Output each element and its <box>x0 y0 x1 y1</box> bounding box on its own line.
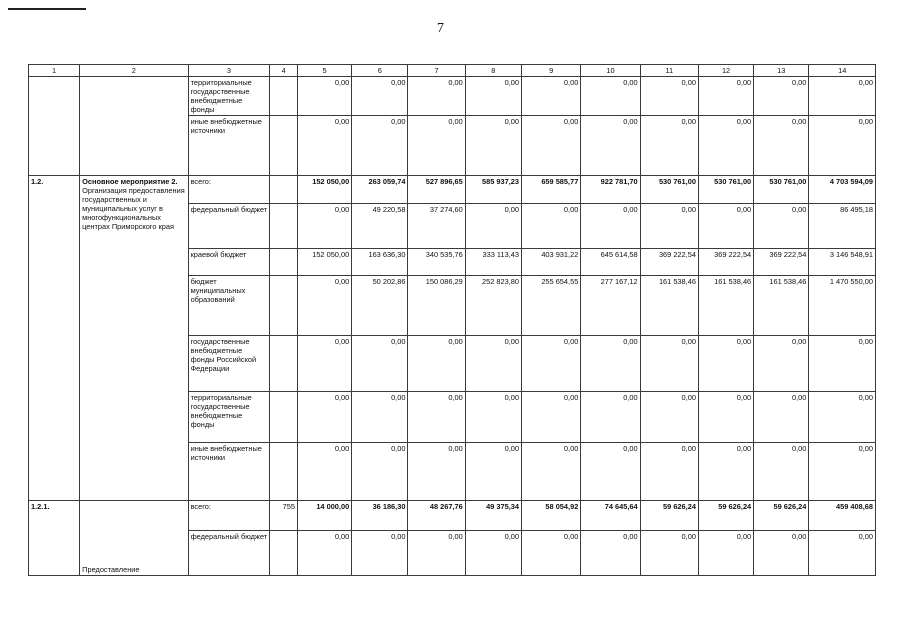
amount-cell: 59 626,24 <box>754 501 809 531</box>
amount-cell: 0,00 <box>408 336 465 392</box>
amount-cell: 0,00 <box>408 443 465 501</box>
item-name-text: Организация предоставления государственных и муниципальных услуг в многофункциональных центрах Приморского края <box>82 186 185 231</box>
column-4-value <box>270 204 298 249</box>
amount-cell: 277 167,12 <box>581 276 640 336</box>
item-number: 1.2.1. <box>29 501 80 576</box>
amount-cell: 0,00 <box>298 531 352 576</box>
amount-cell: 0,00 <box>521 77 580 116</box>
amount-cell: 0,00 <box>809 531 876 576</box>
amount-cell: 0,00 <box>408 77 465 116</box>
amount-cell: 3 146 548,91 <box>809 249 876 276</box>
amount-cell: 0,00 <box>581 531 640 576</box>
item-name-bold: Основное мероприятие 2. <box>82 177 178 186</box>
amount-cell: 37 274,60 <box>408 204 465 249</box>
funding-source: краевой бюджет <box>188 249 270 276</box>
column-number: 5 <box>298 65 352 77</box>
amount-cell: 0,00 <box>465 77 521 116</box>
amount-cell: 150 086,29 <box>408 276 465 336</box>
amount-cell: 0,00 <box>298 336 352 392</box>
amount-cell: 152 050,00 <box>298 249 352 276</box>
amount-cell: 0,00 <box>640 392 698 443</box>
amount-cell: 0,00 <box>465 443 521 501</box>
amount-cell: 161 538,46 <box>698 276 753 336</box>
amount-cell: 4 703 594,09 <box>809 176 876 204</box>
amount-cell: 333 113,43 <box>465 249 521 276</box>
amount-cell: 0,00 <box>298 276 352 336</box>
amount-cell: 59 626,24 <box>640 501 698 531</box>
column-number: 10 <box>581 65 640 77</box>
amount-cell: 0,00 <box>581 77 640 116</box>
amount-cell: 0,00 <box>754 392 809 443</box>
amount-cell: 0,00 <box>640 336 698 392</box>
amount-cell: 0,00 <box>352 443 408 501</box>
amount-cell: 0,00 <box>521 204 580 249</box>
header-row <box>29 65 876 77</box>
amount-cell: 0,00 <box>465 336 521 392</box>
item-name <box>80 176 188 501</box>
amount-cell: 459 408,68 <box>809 501 876 531</box>
amount-cell: 49 220,58 <box>352 204 408 249</box>
column-number: 7 <box>408 65 465 77</box>
column-number: 8 <box>465 65 521 77</box>
amount-cell: 14 000,00 <box>298 501 352 531</box>
column-number: 3 <box>188 65 270 77</box>
funding-source: всего: <box>188 176 270 204</box>
amount-cell: 0,00 <box>698 443 753 501</box>
column-4-value <box>270 77 298 116</box>
column-4-value <box>270 176 298 204</box>
amount-cell: 252 823,80 <box>465 276 521 336</box>
amount-cell: 340 535,76 <box>408 249 465 276</box>
amount-cell: 0,00 <box>408 392 465 443</box>
funding-source: территориальные государственные внебюджетные фонды <box>188 77 270 116</box>
amount-cell: 0,00 <box>352 116 408 176</box>
column-number: 9 <box>521 65 580 77</box>
amount-cell: 0,00 <box>640 443 698 501</box>
column-number: 4 <box>270 65 298 77</box>
amount-cell: 59 626,24 <box>698 501 753 531</box>
amount-cell: 1 470 550,00 <box>809 276 876 336</box>
amount-cell: 255 654,55 <box>521 276 580 336</box>
amount-cell: 369 222,54 <box>698 249 753 276</box>
amount-cell: 0,00 <box>809 116 876 176</box>
amount-cell: 0,00 <box>754 116 809 176</box>
amount-cell: 0,00 <box>640 77 698 116</box>
amount-cell: 0,00 <box>698 116 753 176</box>
amount-cell: 0,00 <box>298 77 352 116</box>
amount-cell: 0,00 <box>581 204 640 249</box>
amount-cell: 0,00 <box>521 531 580 576</box>
amount-cell: 0,00 <box>809 77 876 116</box>
funding-source: иные внебюджетные источники <box>188 443 270 501</box>
amount-cell: 369 222,54 <box>754 249 809 276</box>
column-number: 6 <box>352 65 408 77</box>
column-number: 12 <box>698 65 753 77</box>
amount-cell: 369 222,54 <box>640 249 698 276</box>
amount-cell: 36 186,30 <box>352 501 408 531</box>
column-number: 2 <box>80 65 188 77</box>
item-name-text: Предоставление <box>82 565 140 574</box>
amount-cell: 0,00 <box>298 204 352 249</box>
column-number: 13 <box>754 65 809 77</box>
amount-cell: 0,00 <box>465 116 521 176</box>
column-number: 1 <box>29 65 80 77</box>
amount-cell: 0,00 <box>754 77 809 116</box>
budget-table <box>28 64 876 576</box>
amount-cell: 161 538,46 <box>640 276 698 336</box>
amount-cell: 645 614,58 <box>581 249 640 276</box>
amount-cell: 0,00 <box>521 392 580 443</box>
amount-cell: 0,00 <box>352 392 408 443</box>
amount-cell: 0,00 <box>640 204 698 249</box>
amount-cell: 0,00 <box>465 204 521 249</box>
amount-cell: 0,00 <box>581 116 640 176</box>
amount-cell: 0,00 <box>352 77 408 116</box>
amount-cell: 0,00 <box>581 443 640 501</box>
column-4-value <box>270 531 298 576</box>
amount-cell: 86 495,18 <box>809 204 876 249</box>
table-row <box>29 176 876 204</box>
amount-cell: 527 896,65 <box>408 176 465 204</box>
amount-cell: 0,00 <box>408 116 465 176</box>
amount-cell: 0,00 <box>698 336 753 392</box>
amount-cell: 0,00 <box>408 531 465 576</box>
amount-cell: 0,00 <box>754 531 809 576</box>
funding-source: бюджет муниципальных образований <box>188 276 270 336</box>
amount-cell: 585 937,23 <box>465 176 521 204</box>
amount-cell: 152 050,00 <box>298 176 352 204</box>
funding-source: федеральный бюджет <box>188 531 270 576</box>
column-4-value <box>270 336 298 392</box>
column-4-value <box>270 249 298 276</box>
amount-cell: 0,00 <box>465 531 521 576</box>
amount-cell: 0,00 <box>698 531 753 576</box>
amount-cell: 0,00 <box>298 443 352 501</box>
amount-cell: 530 761,00 <box>698 176 753 204</box>
amount-cell: 0,00 <box>521 443 580 501</box>
amount-cell: 0,00 <box>698 392 753 443</box>
amount-cell: 49 375,34 <box>465 501 521 531</box>
amount-cell: 48 267,76 <box>408 501 465 531</box>
amount-cell: 659 585,77 <box>521 176 580 204</box>
amount-cell: 0,00 <box>698 77 753 116</box>
amount-cell: 0,00 <box>809 392 876 443</box>
amount-cell: 530 761,00 <box>754 176 809 204</box>
funding-source: территориальные государственные внебюджетные фонды <box>188 392 270 443</box>
amount-cell: 0,00 <box>298 116 352 176</box>
table-row <box>29 501 876 531</box>
item-name <box>80 77 188 176</box>
amount-cell: 0,00 <box>352 336 408 392</box>
item-number <box>29 77 80 176</box>
amount-cell: 0,00 <box>521 336 580 392</box>
amount-cell: 530 761,00 <box>640 176 698 204</box>
amount-cell: 161 538,46 <box>754 276 809 336</box>
amount-cell: 0,00 <box>754 204 809 249</box>
amount-cell: 0,00 <box>754 336 809 392</box>
amount-cell: 74 645,64 <box>581 501 640 531</box>
amount-cell: 0,00 <box>809 443 876 501</box>
amount-cell: 403 931,22 <box>521 249 580 276</box>
amount-cell: 0,00 <box>581 392 640 443</box>
amount-cell: 0,00 <box>352 531 408 576</box>
table-row <box>29 77 876 116</box>
amount-cell: 263 059,74 <box>352 176 408 204</box>
amount-cell: 922 781,70 <box>581 176 640 204</box>
amount-cell: 0,00 <box>809 336 876 392</box>
item-number: 1.2. <box>29 176 80 501</box>
amount-cell: 50 202,86 <box>352 276 408 336</box>
amount-cell: 0,00 <box>581 336 640 392</box>
column-number: 14 <box>809 65 876 77</box>
funding-source: государственные внебюджетные фонды Российской Федерации <box>188 336 270 392</box>
column-4-value <box>270 116 298 176</box>
amount-cell: 0,00 <box>698 204 753 249</box>
amount-cell: 0,00 <box>298 392 352 443</box>
column-4-value <box>270 392 298 443</box>
amount-cell: 58 054,92 <box>521 501 580 531</box>
amount-cell: 0,00 <box>465 392 521 443</box>
column-4-value: 755 <box>270 501 298 531</box>
item-name <box>80 501 188 576</box>
funding-source: иные внебюджетные источники <box>188 116 270 176</box>
amount-cell: 163 636,30 <box>352 249 408 276</box>
funding-source: всего: <box>188 501 270 531</box>
amount-cell: 0,00 <box>640 116 698 176</box>
top-rule <box>8 8 86 10</box>
column-number: 11 <box>640 65 698 77</box>
page-number: 7 <box>437 21 444 36</box>
column-4-value <box>270 276 298 336</box>
column-4-value <box>270 443 298 501</box>
funding-source: федеральный бюджет <box>188 204 270 249</box>
amount-cell: 0,00 <box>521 116 580 176</box>
amount-cell: 0,00 <box>640 531 698 576</box>
amount-cell: 0,00 <box>754 443 809 501</box>
